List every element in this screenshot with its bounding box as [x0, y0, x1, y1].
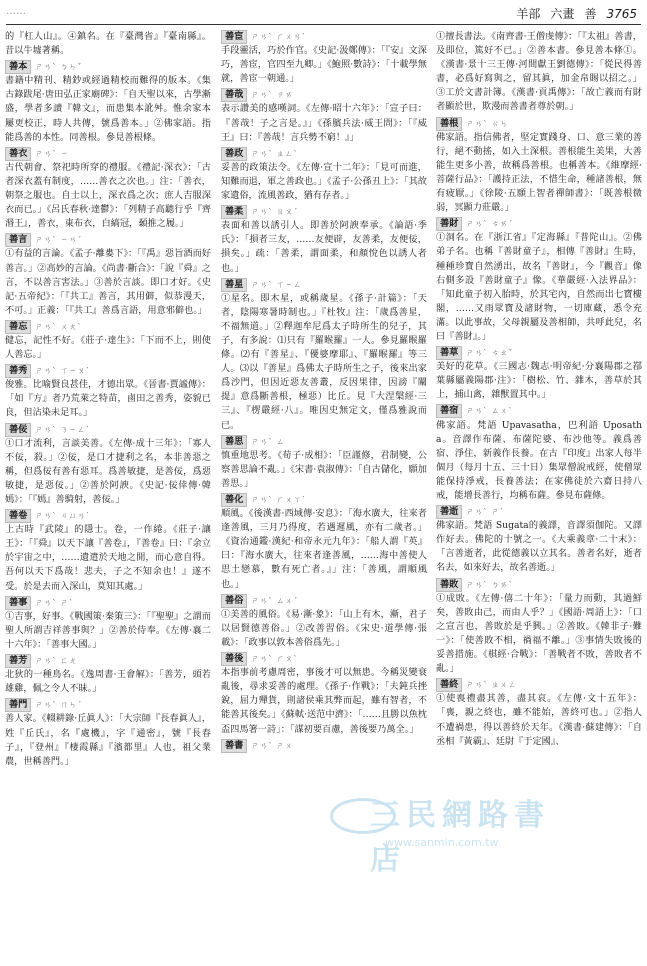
entry-definition: 慎重地思考。《荀子·成相》：「臣謹修，君制變，公察善思論不亂。」《宋書·袁淑傳》：「自古儲化，願加善思。」 — [221, 449, 427, 489]
entry-headword: 善政 — [221, 147, 247, 161]
entry-zhuyin: ㄕㄢˋ ㄙㄨˋ — [466, 406, 514, 416]
column-3 — [436, 30, 642, 962]
entry-zhuyin: ㄕㄢˋ ㄘㄠˇ — [466, 348, 514, 358]
dictionary-entry — [5, 509, 211, 594]
entry-definition: 佛家語。梵語 Sugata的義譯，音譯須伽陀。又譯作好去。佛陀的十號之一。《大乘義章·二十末》：「言善逝者，此從德義以立其名。善者名好，逝者名去，如來好去，故名善逝。」 — [436, 520, 642, 574]
entry-definition: 善人家。《輟耕錄·丘眞人》：「大宗師『長春眞人』，姓『丘氏』，名『處機』，字『通密』，號『長春子』，『登州』『棲霞縣』『濱都里』人也，祖父業農，世稱善門。」 — [5, 713, 211, 767]
dictionary-entry — [221, 147, 427, 203]
dictionary-entry — [221, 205, 427, 275]
entry-definition: 北狄的一種鳥名。《逸周書·王會解》：「善芳，頭若雄雞，佩之令人不昧。」 — [5, 669, 211, 695]
entry-headword: 善化 — [221, 493, 247, 507]
entry-zhuyin: ㄕㄢˋ ㄗㄞ — [251, 90, 294, 100]
entry-headword: 善思 — [221, 435, 247, 449]
entry-headword: 善忘 — [5, 320, 31, 334]
entry-definition: 美好的花草。《三國志·魏志·明帝紀·分襄陽郡之鄀葉縣屬義陽郡·注》：「樹松、竹、雜木，善草於其上，捕山禽，雜獸置其中。」 — [436, 361, 642, 401]
dictionary-entry — [221, 30, 427, 86]
entry-zhuyin: ㄕㄢˋ ㄏㄡˋ — [251, 654, 299, 664]
entry-zhuyin: ㄕㄢˋ ㄙㄨˊ — [251, 595, 299, 605]
dictionary-entry — [5, 233, 211, 318]
entry-zhuyin: ㄕㄢˋ ㄙ — [251, 436, 286, 446]
entry-zhuyin: ㄕㄢˋ ㄖㄡˊ — [251, 207, 299, 217]
entry-headword: 善哉 — [221, 88, 247, 102]
page-header — [6, 4, 641, 25]
watermark-url: www.sanmin.com.tw — [385, 836, 499, 849]
entry-headword: 善宿 — [436, 404, 462, 418]
column-1 — [5, 30, 211, 962]
dictionary-entry — [5, 60, 211, 145]
dictionary-entry — [221, 88, 427, 144]
dictionary-entry — [221, 739, 427, 753]
entry-zhuyin: ㄕㄢˋ ㄕˋ — [35, 597, 74, 607]
entry-zhuyin: ㄕㄢˋ ㄓㄨㄥ — [466, 680, 518, 690]
entry-zhuyin: ㄕㄢˋ ㄐㄩㄢˋ — [35, 511, 91, 521]
dictionary-entry — [436, 505, 642, 575]
header-left-text: …… — [6, 6, 26, 17]
entry-headword: 善草 — [436, 346, 462, 360]
dictionary-entry — [221, 278, 427, 433]
entry-zhuyin: ㄕㄢˋ ㄍㄣ — [466, 118, 509, 128]
entry-headword: 善秀 — [5, 364, 31, 378]
entry-definition: 俊雅。比喻賢良甚佳，才德出眾。《晉書·賈謐傳》：「如『方』者乃荒萊之特苗，鹵田之善秀，姿貌已良，但沾染未足耳。」 — [5, 379, 211, 419]
entry-zhuyin: ㄕㄢˋ ㄏㄨㄚˋ — [251, 495, 307, 504]
entry-headword: 善敗 — [436, 578, 462, 592]
dictionary-entry — [221, 493, 427, 592]
entry-headword: 善根 — [436, 117, 462, 131]
entry-definition: 健忘，記性不好。《莊子·達生》：「下而不上，則使人善忘。」 — [5, 334, 211, 361]
entry-headword: 善芳 — [5, 654, 31, 668]
entry-definition: ①美善的風俗。《易·漸·象》：「山上有木，漸，君子以居賢德善俗。」②改善習俗。《宋史·道學傳·張載》：「政事以敦本善俗爲先。」 — [221, 608, 427, 648]
column-2 — [221, 30, 427, 962]
header-right — [516, 5, 637, 22]
dictionary-entry — [221, 594, 427, 650]
entry-definition: 順風。《後漢書·西域傳·安息》：「海水廣大，往來者逢善風，三月乃得度，若遇遲風，亦有二歲者。」《資治通鑑·漢紀·和帝永元九年》：「船人謂『英』曰：『海水廣大，往來者逢善風，……海中善使人思土戀慕，數有死亡者。』」注：「善風，謂順風也。」 — [221, 508, 427, 590]
entry-headword: 善本 — [5, 60, 31, 74]
entry-definition: ①洞名。在『浙江省』『定海縣』『普陀山』。②佛弟子名。也稱『善財童子』，相傳『善財』生時，種種珍寶自然湧出，故名『善財』，今『觀音』像右側多設『善財童子』像。《華嚴經·入法界品》：「知此童子初入胎時，於其宅內，自然而出七寶樓閣，……又雨眾寶及諸財物，一切庫藏，悉令充滿。以此事故，父母親屬及善相師，共呼此兒，名曰『善財』。」 — [436, 232, 642, 342]
entry-definition: 妥善的政策法令。《左傳·宣十二年》：「見可而進，知難而退，軍之善政也。」《孟子·公孫丑上》：「其故家遺俗，流風善政，猶有存者。」 — [221, 161, 427, 202]
entry-headword: 善卷 — [5, 509, 31, 523]
dictionary-entry — [5, 147, 211, 232]
entry-definition: 的『杠人山』。④鎮名。在『臺灣省』『臺南縣』。昔以牛墟著稱。 — [5, 31, 211, 57]
entry-headword: 善宦 — [221, 30, 247, 44]
entry-definition: 手段靈活，巧於作官。《史記·汲鄭傳》：「『安』文深巧，善宦，官四至九卿。」《鮑照·數詩》：「十載學無就，善宦一朝通。」 — [221, 45, 427, 85]
entry-headword: 善財 — [436, 217, 462, 231]
dictionary-entry — [436, 117, 642, 216]
dictionary-entry — [221, 652, 427, 737]
entry-zhuyin: ㄕㄢˋ ㄒㄧㄥ — [251, 279, 303, 289]
header-strokes: 六畫 — [550, 7, 575, 21]
entry-zhuyin: ㄕㄢˋ ㄈㄤ — [35, 656, 78, 666]
entry-headword: 善衣 — [5, 147, 31, 161]
dictionary-entry — [5, 364, 211, 420]
entry-definition: 上古時『武陵』的隱士。卷，一作綣。《莊子·讓王》：「『舜』以天下讓『善卷』，『善卷』曰：『余立於宇宙之中，……遺遣於天地之閒，而心意自得。吾何以天下爲哉！悲夫，子之不知余也！』遂不受。於是去而入深山，莫知其處。」 — [5, 524, 211, 592]
entry-definition: 本指事前考慮周密，事後才可以無患。今稱災變衰亂後，尋求妥善的處理。《孫子·作戰》：「夫鈍兵挫銳，屈力殫貨，則諸侯乘其弊而起，雖有智者，不能善其後矣。」《蘇軾·送范中濟》：「……且勝以魚枕盃四馬箸一詩」：「謀初要百慮，善後要乃萬全。」 — [221, 667, 427, 735]
entry-headword: 善門 — [5, 698, 31, 712]
entry-definition: ①使喪禮盡其善，盡其哀。《左傳·文十五年》：「喪，親之終也，雖不能始，善終可也。」②指人不遭禍患，得以善終於天年。《漢書·蘇建傳》：「自丞相『黃霸』、廷尉『于定國』、 — [436, 693, 642, 747]
entry-zhuyin: ㄕㄢˋ ㄧ — [35, 148, 70, 158]
entry-definition: 佛家語。梵語 Upavasatha，巴利語 Uposatha。音譯作布薩、布薩陀婆、布沙他等。義爲善宿、淨住，新義作長養。在古『印度』出家人每半個月（每月十五、三十日）集眾僧說戒經，使僧眾能保持淨戒，長養善法；在家佛徒於六齋日持八戒，能增長善行，均稱布薩。參見布薩條。 — [436, 419, 642, 501]
watermark-text: 三民網路書店 — [370, 798, 550, 877]
entry-zhuyin: ㄕㄢˋ ㄓㄥˋ — [251, 148, 299, 158]
entry-zhuyin: ㄕㄢˋ ㄒㄧㄡˋ — [35, 366, 91, 376]
entry-headword: 善佞 — [5, 423, 31, 437]
entry-headword: 善星 — [221, 278, 247, 292]
entry-headword: 善終 — [436, 678, 462, 692]
entry-zhuyin: ㄕㄢˋ ㄕˋ — [466, 507, 505, 517]
dictionary-entry — [436, 678, 642, 748]
dictionary-entry — [436, 578, 642, 677]
entry-definition: ①擅長書法。《南齊書·王僧虔傳》：「『太祖』善書，及即位，篤好不已。」②善本書。參見善本條①。《漢書·景十三王傳·河間獻王劉德傳》：「從民得善書，必爲好寫與之，留其眞，加金帛賜以招之。」③工於文書計簿。《漢書·貢禹傳》：「故亡義而有財者顯於世，欺漫而善書者尊於朝。」 — [436, 31, 642, 113]
entry-headword: 善事 — [5, 596, 31, 610]
dictionary-entry — [5, 698, 211, 768]
header-radical: 羊部 — [516, 7, 541, 21]
dictionary-entry — [221, 435, 427, 491]
dictionary-entry — [436, 30, 642, 115]
dictionary-entry — [5, 30, 211, 58]
entry-definition: ①星名。即木星，或稱歲星。《孫子·計篇》：「天者，陰陽寒暑時制也。」『杜牧』注：「歲爲善星，不福無道。」②釋迦牟尼爲太子時所生的兒子，其子，有多說：⑴只有『羅睺羅』一人。參見羅睺羅條。⑵有『善星』、『優婆摩耶』、『羅睺羅』等三人。⑶以『善星』爲佛太子時所生之子，後來出家爲沙門，但因近惡友善叢，反因果律，因謗『闡提』意爲斷善根，極惡）比丘。見『大涅槃經·三三』、『楞嚴經·八』。唯因史無定文，僅爲雅說而已。 — [221, 292, 427, 431]
entry-headword: 善柔 — [221, 205, 247, 219]
entry-definition: 古代朝會、祭祀時所穿的禮服。《禮記·深衣》：「古者深衣蓋有制度，……善衣之次也。」注：「善衣，朝祭之服也。自士以上，深衣爲之次；庶人吉服深衣而已。」《呂氏春秋·達鬱》：「列精子高聽行乎『齊湣王』，善衣，東布衣，白縞冠，顙推之履。」 — [5, 161, 211, 230]
entry-zhuyin: ㄕㄢˋ ㄕㄨ — [251, 740, 294, 750]
entry-zhuyin: ㄕㄢˋ ㄇㄣˊ — [35, 700, 83, 710]
dictionary-entry — [436, 346, 642, 402]
entry-definition: ①有益的言論。《孟子·離婁下》：「『禹』惡旨酒而好善言。」②高妙的言論。《尚書·斷合》：「說『舜』之言，不以善言害法。」③善於言談。即口才好。《史記·五帝紀》：「『共工』善言，其用僻，似恭漫天，不可。」正義：「『共工』善爲言語，用意邪僻也。」 — [5, 248, 211, 316]
entry-headword: 善後 — [221, 652, 247, 666]
entry-zhuyin: ㄕㄢˋ ㄅㄣˇ — [35, 62, 83, 72]
dictionary-entry — [436, 404, 642, 503]
dictionary-entry — [436, 217, 642, 344]
entry-definition: ①口才流利，言談美善。《左傳·成十三年》：「寡人不佞，殺。」②佞，是口才捷利之名，本非善惡之稱，但爲佞有善有惡耳。爲善敏捷，是善佞，爲惡敏捷，是惡佞。」②善於阿諛。《史記·佞倖傳·韓嫣》：「『嫣』善騎射，善佞。」 — [5, 437, 211, 505]
dictionary-entry — [5, 654, 211, 696]
entry-headword: 善俗 — [221, 594, 247, 608]
entry-definition: ①成敗。《左傳·僖二十年》：「量力而動，其過鮮矣，善敗由己，而由人乎？」《國語·周語上》：「口之宣言也，善敗於是乎興。」②善敗。《韓非子·難一》：「使善敗不相，禍福不離。」③事情失敗後的妥善措施。《棋經·合戰》：「善戰者不敗，善敗者不亂。」 — [436, 592, 642, 675]
entry-definition: 表面和善以誘引人。即善於阿諛奉承。《論語·季氏》：「損者三友，……友便辟，友善柔，友便佞，損矣。」疏：「善柔，謂面柔，和顏悅色以誘人者也。」 — [221, 220, 427, 274]
page-number: 3765 — [606, 7, 637, 21]
entry-definition: 表示讚美的感嘆詞。《左傳·昭十六年》：「宣子曰：『善哉！子之言是。』」《孫臏兵法·威王問》：「『威王』曰：『善哉！言兵勢不窮！』」 — [221, 103, 427, 143]
entry-zhuyin: ㄕㄢˋ ㄅㄞˋ — [466, 579, 514, 589]
entry-definition: ①吉事，好事。《戰國策·秦策三》：「『聖聖』之謂而聖人所謂吉祥善事與？」②善於侍奉。《左傳·襄二十六年》：「善事大國。」 — [5, 610, 211, 650]
entry-headword: 善逝 — [436, 505, 462, 519]
dictionary-entry — [5, 320, 211, 362]
entry-definition: 佛家語。指信佛者，堅定實踐身、口、意三業的善行，絕不動搖，如入土深根。善根能生美果，大善能生更多小善，故稱爲善根。也稱善本。《維摩經·菩薩行品》：「護持正法，不惜生命，種諸善根，無有疲厭。」《徐陵·五願上智者禪師書》：「既善根微弱，冥顯力莊嚴。」 — [436, 131, 642, 214]
dictionary-entry — [5, 423, 211, 508]
entry-zhuyin: ㄕㄢˋ ㄏㄨㄢˋ — [251, 32, 307, 41]
entry-zhuyin: ㄕㄢˋ ㄋㄧㄥˋ — [35, 424, 91, 434]
header-char: 善 — [584, 7, 597, 21]
dictionary-entry — [5, 596, 211, 652]
entry-zhuyin: ㄕㄢˋ ㄧㄢˊ — [35, 235, 83, 245]
entry-definition: 書籍中精刊、精鈔或經過精校而難得的版本。《集古錄跋尾·唐田弘正家廟碑》：「自天聖以來，古學漸盛，學者多讀『韓文』，而患集本訛舛。惟余家本屢更校正，時人共傳，號爲善本。」②佛家語。指能爲善的本性。同善根。參見善根條。 — [5, 75, 211, 143]
entry-zhuyin: ㄕㄢˋ ㄘㄞˊ — [466, 219, 514, 229]
entry-zhuyin: ㄕㄢˋ ㄨㄤˋ — [35, 321, 83, 331]
entry-headword: 善言 — [5, 233, 31, 247]
entry-headword: 善書 — [221, 739, 247, 753]
